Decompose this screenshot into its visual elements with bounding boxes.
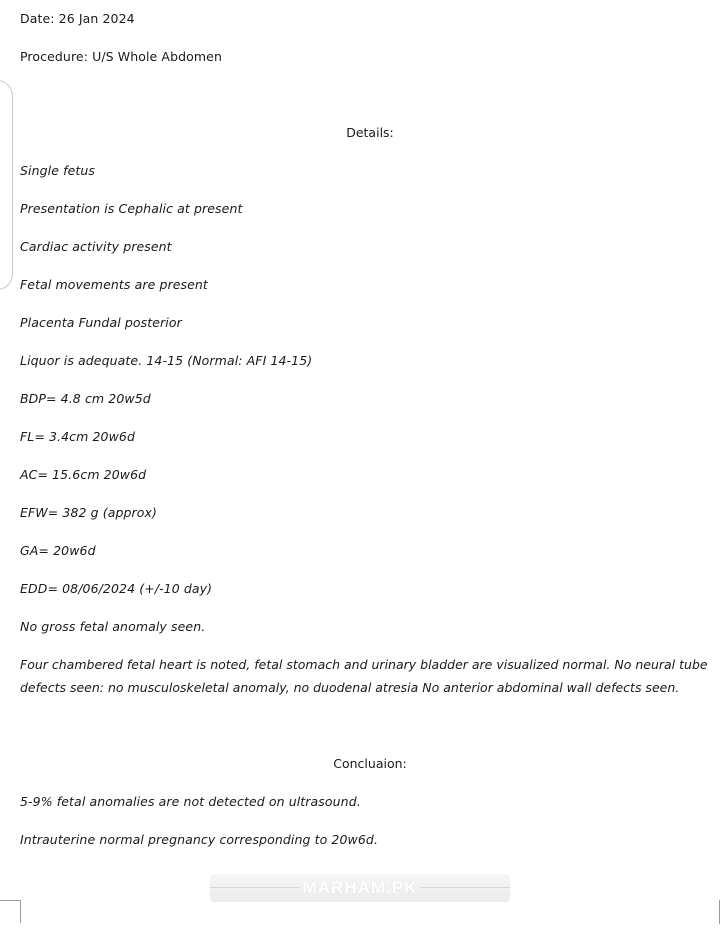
detail-item: Single fetus [20, 163, 96, 178]
conclusion-heading: Concluaion: [333, 756, 407, 771]
conclusion-item: Intrauterine normal pregnancy corresponding to 20w6d. [20, 832, 379, 847]
watermark [210, 874, 510, 902]
detail-item: FL= 3.4cm 20w6d [20, 429, 136, 444]
detail-item: Placenta Fundal posterior [20, 315, 182, 330]
report-date: Date: 26 Jan 2024 [20, 11, 135, 26]
page-corner-left [0, 900, 21, 923]
report-procedure: Procedure: U/S Whole Abdomen [20, 49, 222, 64]
detail-item: EFW= 382 g (approx) [20, 505, 158, 520]
watermark-text: MARHAM.PK [302, 878, 418, 897]
detail-item: Cardiac activity present [20, 239, 172, 254]
details-heading: Details: [346, 125, 394, 140]
detail-item: AC= 15.6cm 20w6d [20, 467, 147, 482]
page-edge-decoration [0, 80, 13, 290]
detail-item: No gross fetal anomaly seen. [20, 619, 206, 634]
detail-item: Presentation is Cephalic at present [20, 201, 243, 216]
detail-paragraph: Four chambered fetal heart is noted, fetal stomach and urinary bladder are visualized normal. No neural tube defects seen: no musculoskeletal anomaly, no duodenal atresia No anterior abdominal wall defects seen. [20, 657, 708, 695]
detail-item: GA= 20w6d [20, 543, 96, 558]
conclusion-item: 5-9% fetal anomalies are not detected on ultrasound. [20, 794, 361, 809]
detail-item: BDP= 4.8 cm 20w5d [20, 391, 151, 406]
detail-item: EDD= 08/06/2024 (+/-10 day) [20, 581, 213, 596]
detail-item: Liquor is adequate. 14-15 (Normal: AFI 14-15) [20, 353, 313, 368]
detail-item: Fetal movements are present [20, 277, 208, 292]
